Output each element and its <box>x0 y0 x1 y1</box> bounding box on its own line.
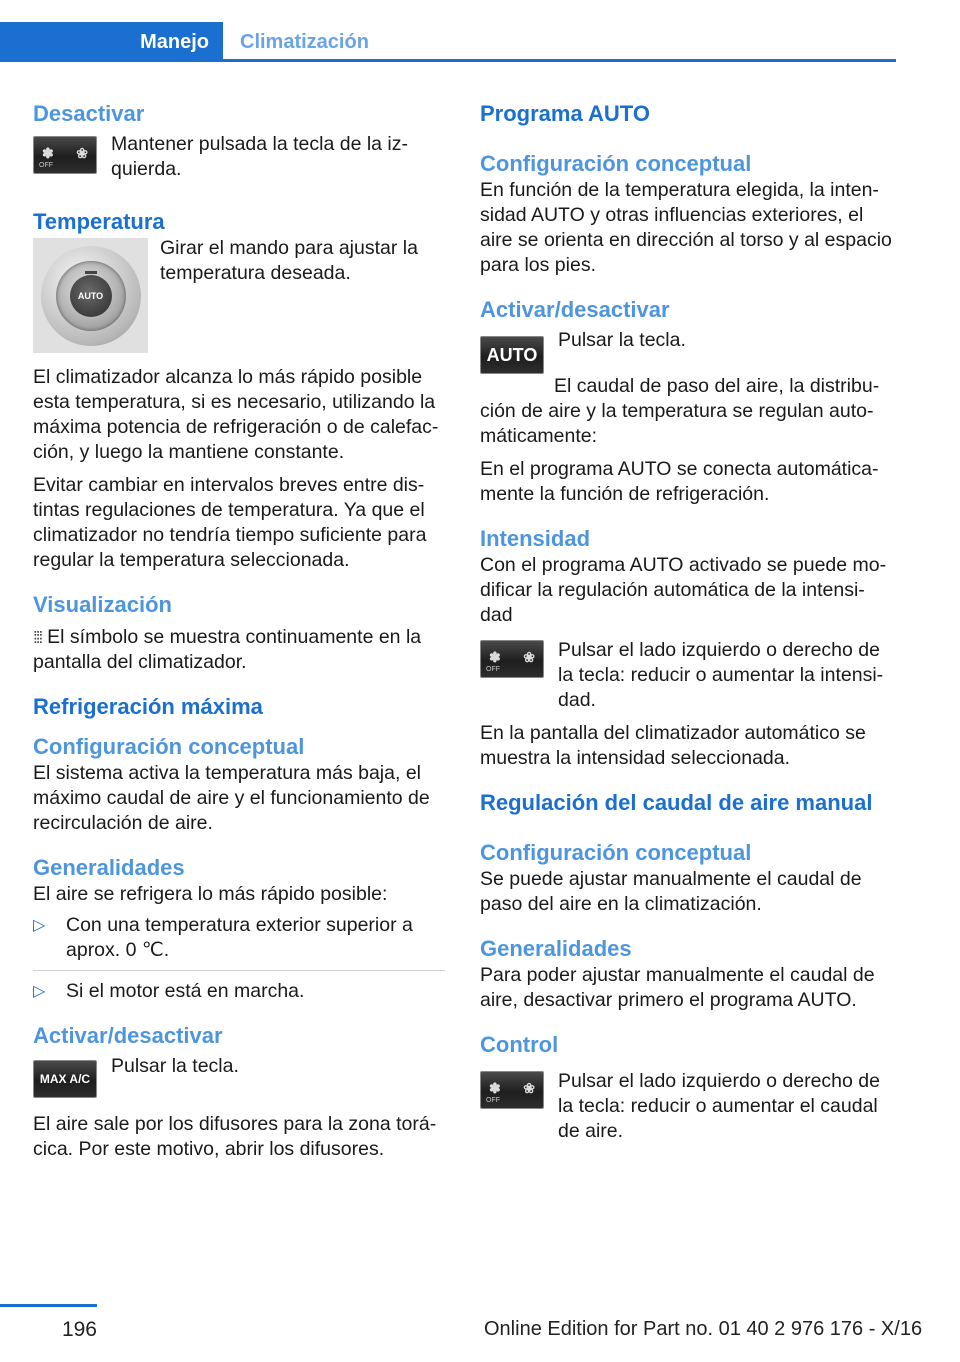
fan-large-icon: ❀ <box>523 1080 535 1096</box>
list-item <box>33 979 445 1004</box>
heading-configuracion-conceptual-auto: Configuración conceptual <box>480 151 752 176</box>
fan-large-icon: ❀ <box>523 649 535 665</box>
conditions-list <box>33 913 445 1004</box>
knob-ring <box>41 246 141 346</box>
concepto-text: El sistema activa la temperatura más baja, el máximo caudal de aire y el funcionamiento de recirculación de aire. <box>33 762 430 834</box>
heading-regulacion-caudal: Regulación del caudal de aire manual <box>480 790 873 815</box>
auto-press-text: Pulsar la tecla. <box>558 329 686 351</box>
visualizacion-text <box>33 625 445 675</box>
list-divider <box>33 970 445 971</box>
fan-large-icon: ❀ <box>76 145 88 161</box>
footer-rule <box>0 1304 97 1307</box>
right-column <box>480 100 896 1144</box>
knob-auto-label: AUTO <box>70 275 112 317</box>
left-column <box>33 100 445 1162</box>
section-tab-manejo: Manejo <box>0 22 223 62</box>
cooling-symbol-icon: ⁞⁞⁞ <box>33 628 42 647</box>
desactivar-row <box>33 124 445 182</box>
auto-key-row <box>480 326 896 374</box>
temperature-knob-image <box>33 238 148 353</box>
auto-regulation-text: El caudal de paso del aire, la distribu‐ción de aire y la temperatura se regulan auto‐máticamente: <box>480 375 880 447</box>
intensidad-text: Con el programa AUTO activado se puede mo‐dificar la regulación automática de la intensi‐dad <box>480 554 887 626</box>
section-tab-climatizacion: Climatización <box>240 30 369 53</box>
temperatura-paragraph-1: El climatizador alcanza lo más rápido posible esta temperatura, si es necesario, utilizando la máxima potencia de refrigeración o de calefac‐ción, y luego la mantiene constante. <box>33 366 439 463</box>
off-label-icon: OFF <box>486 666 500 673</box>
page-header <box>0 22 896 62</box>
caudal-general-text: Para poder ajustar manualmente el caudal de aire, desactivar primero el programa AUTO. <box>480 964 875 1011</box>
caudal-concept-text: Se puede ajustar manualmente el caudal de paso del aire en la climatización. <box>480 868 862 915</box>
heading-desactivar: Desactivar <box>33 101 145 126</box>
heading-generalidades: Generalidades <box>33 855 185 880</box>
max-ac-text: Pulsar la tecla. <box>111 1055 239 1077</box>
off-label-icon: OFF <box>39 162 53 169</box>
fan-key-image <box>480 1071 544 1109</box>
heading-temperatura: Temperatura <box>33 209 165 234</box>
list-item-text: Con una temperatura exterior superior a aprox. 0 ℃. <box>66 914 413 961</box>
intensidad-key-row <box>480 630 896 713</box>
fan-small-icon: ✽ <box>42 145 54 161</box>
max-ac-row <box>33 1052 445 1098</box>
auto-concept-text: En función de la temperatura elegida, la inten‐sidad AUTO y otras influencias exteriores, el aire se orienta en dirección al torso y al espacio para los pies. <box>480 179 892 276</box>
max-ac-paragraph: El aire sale por los difusores para la zona torá‐cica. Por este motivo, abrir los difusores. <box>33 1113 437 1160</box>
max-ac-key-image: MAX A/C <box>33 1060 97 1098</box>
fan-key-image <box>480 640 544 678</box>
intensidad-key-text: Pulsar el lado izquierdo o derecho de la tecla: reducir o aumentar la intensi‐dad. <box>558 639 884 711</box>
control-key-row <box>480 1061 896 1144</box>
heading-refrigeracion-maxima: Refrigeración máxima <box>33 694 263 719</box>
auto-key-image: AUTO <box>480 336 544 374</box>
heading-control: Control <box>480 1032 559 1057</box>
heading-visualizacion: Visualización <box>33 592 172 617</box>
heading-intensidad: Intensidad <box>480 526 591 551</box>
heading-configuracion-conceptual-caudal: Configuración conceptual <box>480 840 752 865</box>
heading-activar-desactivar: Activar/desactivar <box>33 1023 223 1048</box>
auto-cooling-text: En el programa AUTO se conecta automática‐mente la función de refrigeración. <box>480 458 879 505</box>
heading-programa-auto: Programa AUTO <box>480 101 650 126</box>
temperatura-text: Girar el mando para ajustar la temperatura deseada. <box>160 237 418 284</box>
visualizacion-text-body: El símbolo se muestra continuamente en la pantalla del climatizador. <box>33 626 422 673</box>
triangle-bullet-icon: ▷ <box>33 917 46 934</box>
list-item <box>33 913 445 963</box>
control-text: Pulsar el lado izquierdo o derecho de la tecla: reducir o aumentar el caudal de aire. <box>558 1070 880 1142</box>
knob-dial <box>56 261 126 331</box>
intensidad-paragraph: En la pantalla del climatizador automático se muestra la intensidad seleccionada. <box>480 722 866 769</box>
temperatura-row <box>33 236 445 353</box>
minus-icon <box>85 271 97 274</box>
header-rule <box>0 59 896 62</box>
page-number: 196 <box>61 1318 97 1341</box>
temperatura-paragraph-2: Evitar cambiar en intervalos breves entre dis‐tintas regulaciones de temperatura. Ya que el climatizador no tendría tiempo suficiente para regular la temperatura seleccionada. <box>33 474 427 571</box>
list-item-text: Si el motor está en marcha. <box>66 980 305 1002</box>
fan-small-icon: ✽ <box>489 649 501 665</box>
heading-generalidades-caudal: Generalidades <box>480 936 632 961</box>
off-label-icon: OFF <box>486 1097 500 1104</box>
fan-key-image <box>33 136 97 174</box>
desactivar-text: Mantener pulsada la tecla de la iz‐quierda. <box>111 133 409 180</box>
generalidades-text: El aire se refrigera lo más rápido posible: <box>33 883 388 905</box>
fan-small-icon: ✽ <box>489 1080 501 1096</box>
heading-activar-desactivar-auto: Activar/desactivar <box>480 297 670 322</box>
heading-configuracion-conceptual: Configuración conceptual <box>33 734 305 759</box>
edition-text: Online Edition for Part no. 01 40 2 976 176 - X/16 <box>484 1318 923 1340</box>
triangle-bullet-icon: ▷ <box>33 983 46 1000</box>
